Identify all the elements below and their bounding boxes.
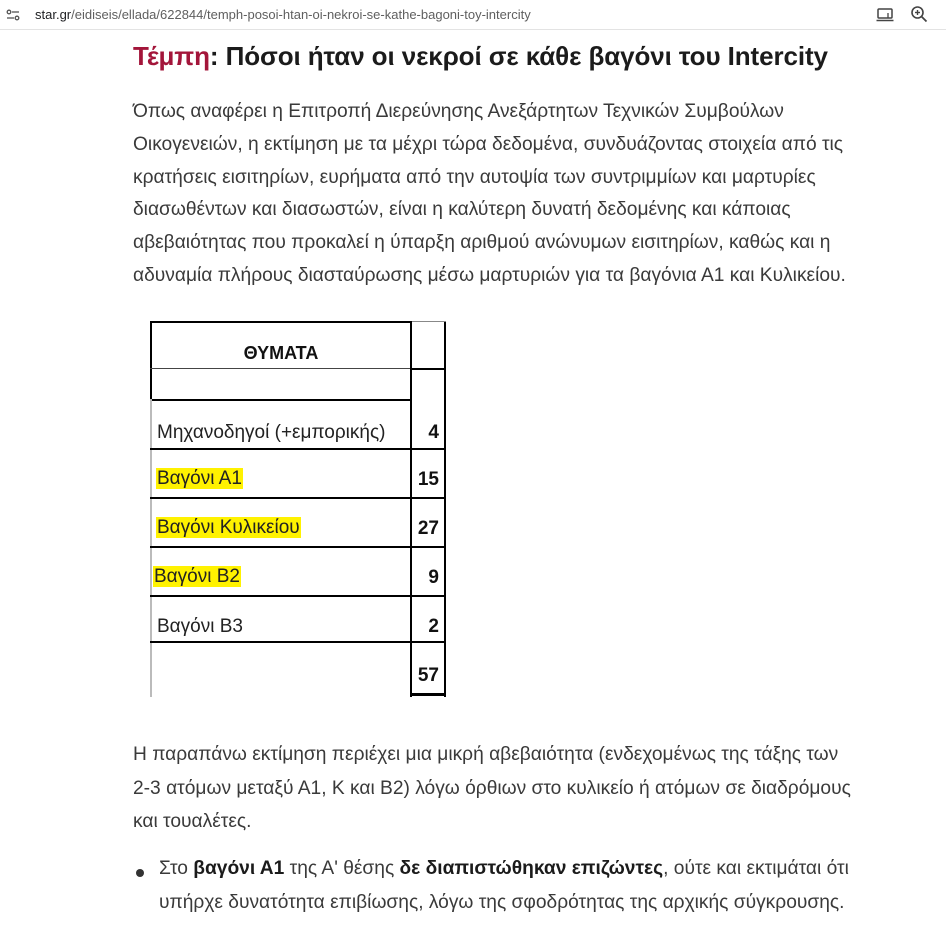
table-border <box>150 399 412 401</box>
table-row-value: 2 <box>428 616 439 637</box>
headline-kicker: Τέμπη <box>133 41 210 71</box>
article <box>0 30 946 942</box>
table-border <box>412 321 446 322</box>
bullet-bold: δε διαπιστώθηκαν επιζώντες <box>399 858 664 879</box>
table-border <box>150 448 446 450</box>
url-field[interactable] <box>35 7 531 22</box>
bullet-text: της Α' θέσης <box>284 858 400 879</box>
table-row-label: Βαγόνι Β2 <box>154 566 240 587</box>
table-row-label: Βαγόνι Β3 <box>157 616 243 637</box>
headline-text: : Πόσοι ήταν οι νεκροί σε κάθε βαγόνι του Intercity <box>209 41 828 71</box>
paragraph-line: Όπως αναφέρει η Επιτροπή Διερεύνησης Ανεξάρτητων Τεχνικών Συμβούλων <box>133 101 784 122</box>
paragraph-line: 2-3 ατόμων μεταξύ Α1, Κ και Β2) λόγω όρθιων στο κυλικείο ή ατόμων σε διαδρόμους <box>133 777 851 799</box>
table-border <box>150 546 446 548</box>
table-border <box>150 399 152 697</box>
uncertainty-paragraph <box>133 738 923 839</box>
bullet-text: , ούτε και εκτιμάται ότι <box>663 858 849 879</box>
table-row-value: 9 <box>428 567 439 588</box>
zoom-icon[interactable] <box>910 5 928 23</box>
bullet-line <box>159 852 929 886</box>
paragraph-line: κρατήσεις εισιτηρίων, ευρήματα από την αυτοψία των συντριμμίων και μαρτυρίες <box>133 166 816 188</box>
paragraph-line: διασωθέντων και διασωστών, είναι η καλύτερη δυνατή δεδομένης και κάποιας <box>133 199 791 221</box>
table-row-label: Μηχανοδηγοί (+εμπορικής) <box>157 422 386 443</box>
table-border <box>410 368 446 370</box>
site-info-icon[interactable] <box>6 8 20 22</box>
table-row-label: Βαγόνι Κυλικείου <box>157 517 300 538</box>
table-row-value: 4 <box>428 422 439 443</box>
headline <box>133 41 828 72</box>
table-border <box>150 321 412 323</box>
url-host: star.gr <box>35 7 72 22</box>
bullet-item <box>159 852 929 920</box>
table-border <box>150 497 446 499</box>
bullet-text: Στο <box>159 858 194 879</box>
paragraph-line: Η παραπάνω εκτίμηση περιέχει μια μικρή αβεβαιότητα (ενδεχομένως της τάξης των <box>133 744 839 765</box>
table-row-value: 27 <box>417 518 439 539</box>
table-border <box>150 595 446 597</box>
table-border <box>150 368 446 369</box>
bullet-bold: βαγόνι Α1 <box>193 858 285 879</box>
victims-table-image <box>150 321 446 697</box>
bullet-line: υπήρχε δυνατότητα επιβίωσης, λόγω της σφοδρότητας της αρχικής σύγκρουσης. <box>159 892 845 913</box>
paragraph-line: Οικογενειών, η εκτίμηση με τα μέχρι τώρα δεδομένα, συνδυάζοντας στοιχεία από τις <box>133 133 844 155</box>
table-border <box>150 641 446 643</box>
table-border <box>410 693 446 696</box>
table-row-value: 15 <box>417 469 439 490</box>
url-path: /eidiseis/ellada/622844/temph-posoi-htan-oi-nekroi-se-kathe-bagoni-toy-intercity <box>71 7 531 22</box>
intro-paragraph <box>133 96 923 293</box>
install-app-icon[interactable] <box>876 7 894 23</box>
paragraph-line: και τουαλέτες. <box>133 811 252 832</box>
address-bar <box>0 0 946 30</box>
table-total: 57 <box>417 665 439 686</box>
table-title: ΘΥΜΑΤΑ <box>243 343 319 363</box>
paragraph-line: αδυναμία πλήρους διασταύρωσης μέσω μαρτυριών για τα βαγόνια Α1 και Κυλικείου. <box>133 264 846 286</box>
table-row-label: Βαγόνι Α1 <box>157 468 242 489</box>
paragraph-line: αβεβαιότητας που προκαλεί η ύπαρξη αριθμού ανώνυμων εισιτηρίων, καθώς και η <box>133 232 831 254</box>
bullet-dot <box>136 869 144 877</box>
